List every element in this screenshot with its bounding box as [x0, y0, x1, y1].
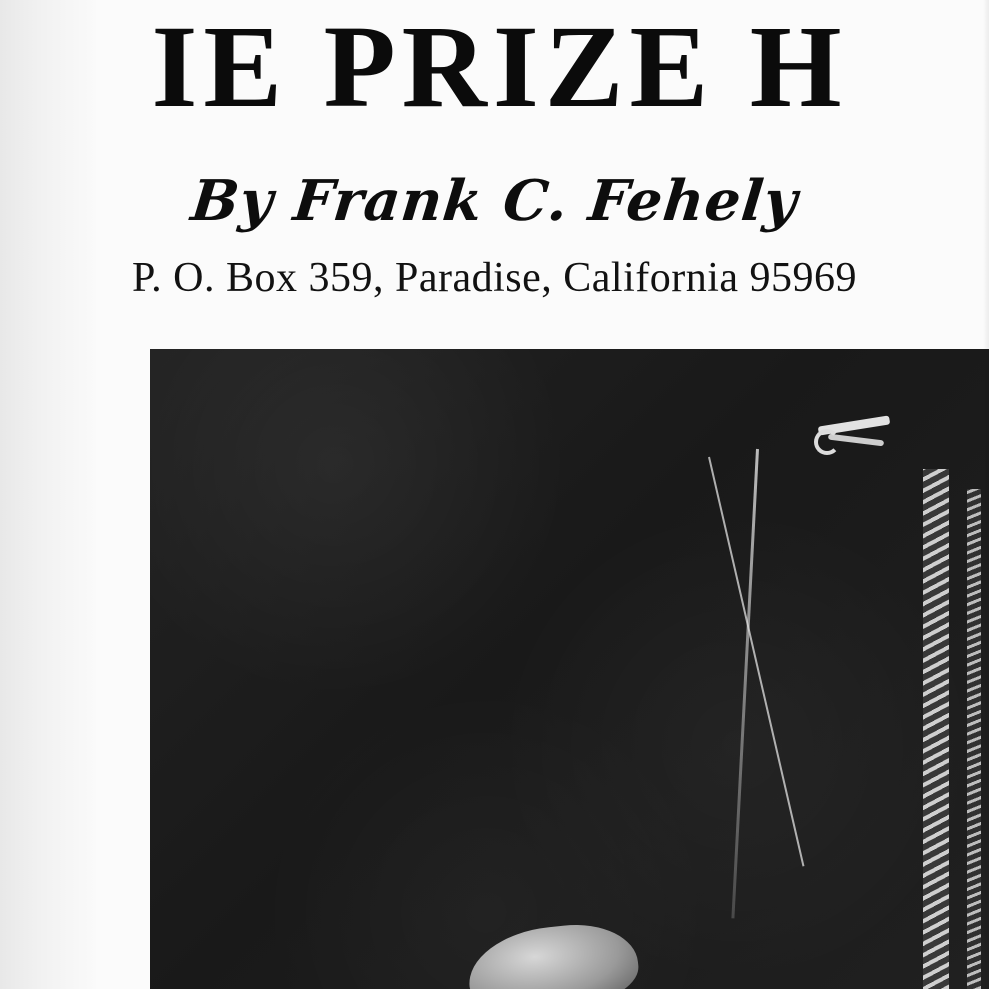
- braided-rope-shape: [923, 469, 949, 989]
- hook-icon: [814, 429, 840, 455]
- rigging-hardware-shape: [814, 411, 894, 463]
- scan-edge-left: [0, 0, 96, 989]
- scan-edge-right: [983, 0, 989, 989]
- photograph: [150, 349, 989, 989]
- braided-rope-secondary-shape: [967, 489, 981, 989]
- page-title: IE PRIZE H: [151, 1, 848, 132]
- mailing-address: P. O. Box 359, Paradise, California 95969: [131, 255, 858, 301]
- author-byline: By Frank C. Fehely: [188, 168, 801, 234]
